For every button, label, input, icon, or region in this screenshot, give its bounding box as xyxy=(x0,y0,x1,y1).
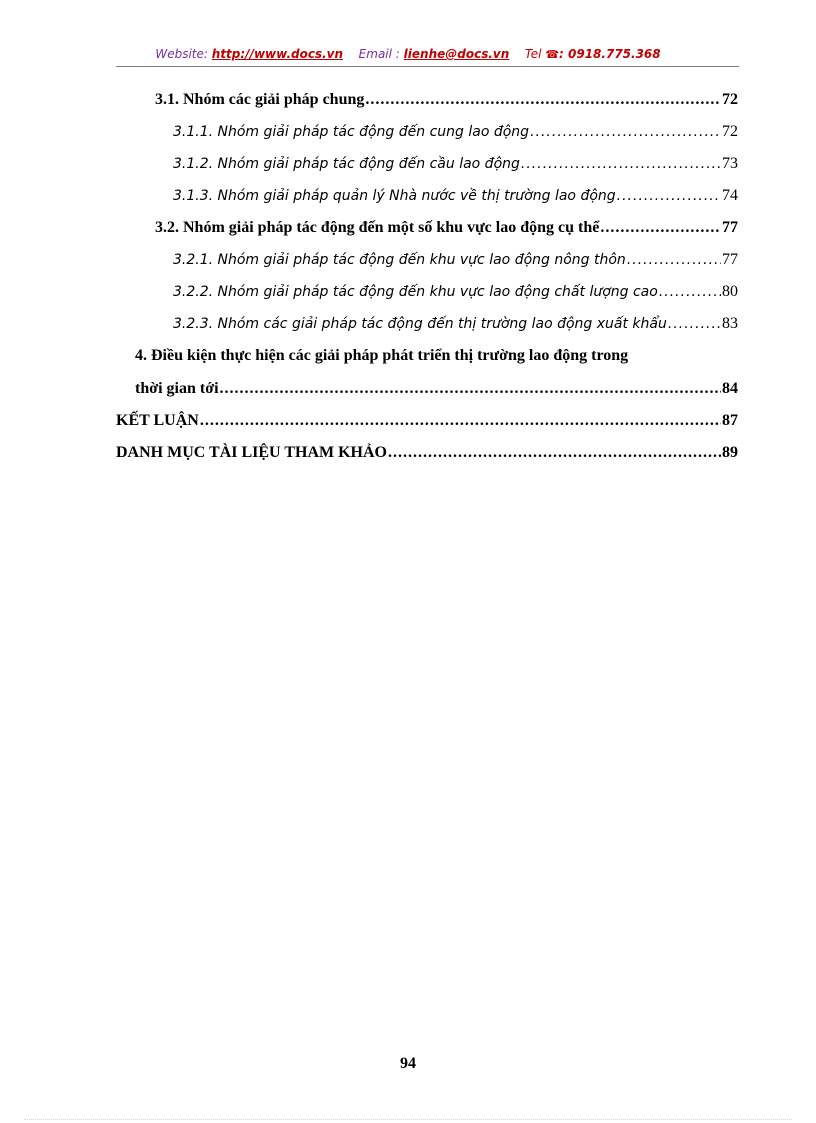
page-header xyxy=(0,47,816,61)
toc-entry-3-2-1[interactable] xyxy=(173,249,738,271)
toc-entry-title: 3.1.2. Nhóm giải pháp tác động đến cầu lao động xyxy=(173,156,520,172)
toc-entry-page: 72 xyxy=(722,123,738,140)
toc-entry-title: 3.1.1. Nhóm giải pháp tác động đến cung lao động xyxy=(173,124,530,140)
tel-value: : 0918.775.368 xyxy=(559,47,661,61)
toc-entry-title: 3.1.3. Nhóm giải pháp quản lý Nhà nước về thị trường lao động xyxy=(173,188,616,204)
toc-entry-page: 83 xyxy=(722,315,738,332)
toc-entry-3-2-3[interactable] xyxy=(173,313,738,335)
toc-entry-3-1-2[interactable] xyxy=(173,153,738,175)
toc-entry-title: DANH MỤC TÀI LIỆU THAM KHẢO xyxy=(116,444,387,461)
toc-entry-3-1[interactable] xyxy=(155,89,738,111)
toc-entry-title: thời gian tới xyxy=(135,380,219,397)
toc-leader xyxy=(600,217,721,239)
toc-entry-title: 3.2.1. Nhóm giải pháp tác động đến khu vực lao động nông thôn xyxy=(173,252,626,268)
toc-entry-page: 89 xyxy=(722,444,738,461)
toc-entry-page: 77 xyxy=(722,251,738,268)
toc-entry-page: 87 xyxy=(722,412,738,429)
tel-label: Tel xyxy=(524,47,542,61)
toc-entry-title: 3.1. Nhóm các giải pháp chung xyxy=(155,91,365,108)
toc-entry-ket-luan[interactable] xyxy=(116,410,738,432)
header-divider xyxy=(116,66,739,67)
toc-entry-title: 3.2.3. Nhóm các giải pháp tác động đến thị trường lao động xuất khẩu xyxy=(173,316,667,332)
toc-entry-3-1-1[interactable] xyxy=(173,121,738,143)
toc-leader xyxy=(388,442,721,464)
toc-leader xyxy=(530,121,721,143)
toc-entry-4-title-line1[interactable]: 4. Điều kiện thực hiện các giải pháp phát triển thị trường lao động trong xyxy=(135,347,629,364)
website-label: Website: xyxy=(155,47,208,61)
toc-entry-title: KẾT LUẬN xyxy=(116,412,199,429)
toc-entry-3-2[interactable] xyxy=(155,217,738,239)
toc-leader xyxy=(659,281,721,303)
email-label: Email : xyxy=(358,47,400,61)
toc-entry-page: 74 xyxy=(722,187,738,204)
website-link[interactable]: http://www.docs.vn xyxy=(211,47,344,61)
toc-entry-danh-muc[interactable] xyxy=(116,442,738,464)
toc-leader xyxy=(521,153,721,175)
email-link[interactable]: lienhe@docs.vn xyxy=(403,47,510,61)
phone-icon: ☎ xyxy=(545,48,560,61)
toc-entry-page: 77 xyxy=(722,219,738,236)
toc-entry-page: 84 xyxy=(722,380,738,397)
toc-leader xyxy=(365,89,721,111)
toc-entry-title: 3.2. Nhóm giải pháp tác động đến một số khu vực lao động cụ thể xyxy=(155,219,600,236)
toc-entry-3-1-3[interactable] xyxy=(173,185,738,207)
page-number: 94 xyxy=(400,1055,416,1072)
bottom-divider xyxy=(24,1119,792,1120)
toc-leader xyxy=(668,313,721,335)
toc-entry-title: 3.2.2. Nhóm giải pháp tác động đến khu vực lao động chất lượng cao xyxy=(173,284,658,300)
toc-entry-page: 73 xyxy=(722,155,738,172)
toc-entry-3-2-2[interactable] xyxy=(173,281,738,303)
toc-entry-4[interactable] xyxy=(135,378,738,400)
toc-leader xyxy=(200,410,721,432)
toc-entry-page: 72 xyxy=(722,91,738,108)
toc-entry-page: 80 xyxy=(722,283,738,300)
toc-leader xyxy=(617,185,721,207)
toc-leader xyxy=(627,249,721,271)
toc-leader xyxy=(220,378,721,400)
